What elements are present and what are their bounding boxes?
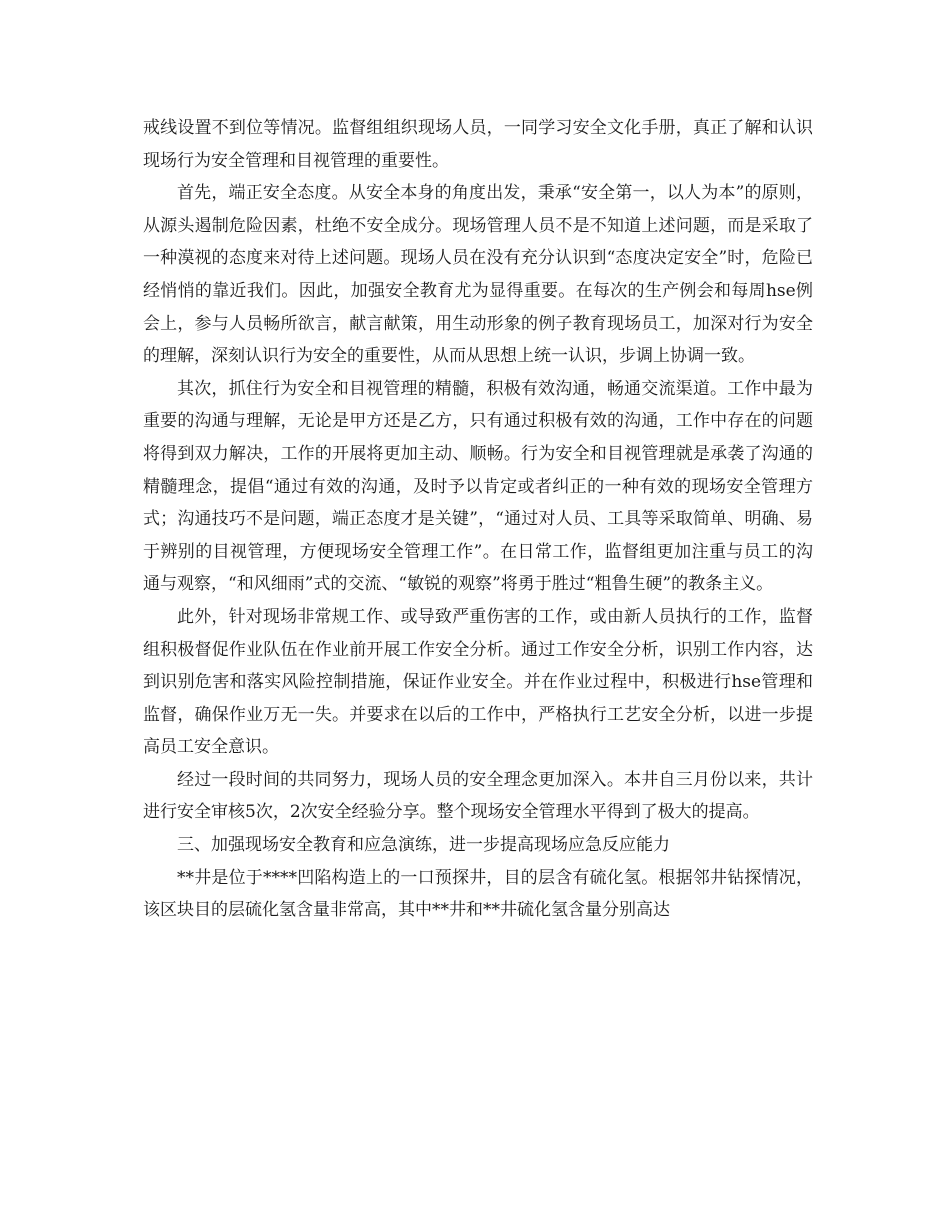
paragraph: 经过一段时间的共同努力，现场人员的安全理念更加深入。本井自三月份以来，共计进行安全审核5次，2次安全经验分享。整个现场安全管理水平得到了极大的提高。 bbox=[143, 769, 813, 823]
document-body bbox=[143, 112, 813, 927]
paragraph: 此外，针对现场非常规工作、或导致严重伤害的工作，或由新人员执行的工作，监督组积极督促作业队伍在作业前开展工作安全分析。通过工作安全分析，识别工作内容，达到识别危害和落实风险控制措施，保证作业安全。并在作业过程中，积极进行hse管理和监督，确保作业万无一失。并要求在以后的工作中，严格执行工艺安全分析，以进一步提高员工安全意识。 bbox=[143, 606, 813, 758]
section-heading: 三、加强现场安全教育和应急演练，进一步提高现场应急反应能力 bbox=[177, 835, 670, 856]
paragraph: 戒线设置不到位等情况。监督组组织现场人员，一同学习安全文化手册，真正了解和认识现场行为安全管理和目视管理的重要性。 bbox=[143, 118, 813, 171]
paragraph: **井是位于****凹陷构造上的一口预探井，目的层含有硫化氢。根据邻井钻探情况，该区块目的层硫化氢含量非常高，其中**井和**井硫化氢含量分别高达 bbox=[143, 867, 813, 921]
paragraph: 其次，抓住行为安全和目视管理的精髓，积极有效沟通，畅通交流渠道。工作中最为重要的沟通与理解，无论是甲方还是乙方，只有通过积极有效的沟通，工作中存在的问题将得到双力解决，工作的开展将更加主动、顺畅。行为安全和目视管理就是承袭了沟通的精髓理念，提倡“通过有效的沟通，及时予以肯定或者纠正的一种有效的现场安全管理方式；沟通技巧不是问题，端正态度才是关键”，“通过对人员、工具等采取简单、明确、易于辨别的目视管理，方便现场安全管理工作”。在日常工作，监督组更加注重与员工的沟通与观察，“和风细雨”式的交流、“敏锐的观察”将勇于胜过“粗鲁生硬”的教条主义。 bbox=[143, 378, 813, 595]
paragraph: 首先，端正安全态度。从安全本身的角度出发，秉承“安全第一，以人为本”的原则，从源头遏制危险因素，杜绝不安全成分。现场管理人员不是不知道上述问题，而是采取了一种漠视的态度来对待上述问题。现场人员在没有充分认识到“态度决定安全”时，危险已经悄悄的靠近我们。因此，加强安全教育尤为显得重要。在每次的生产例会和每周hse例会上，参与人员畅所欲言，献言献策，用生动形象的例子教育现场员工，加深对行为安全的理解，深刻认识行为安全的重要性，从而从思想上统一认识，步调上协调一致。 bbox=[143, 183, 813, 367]
